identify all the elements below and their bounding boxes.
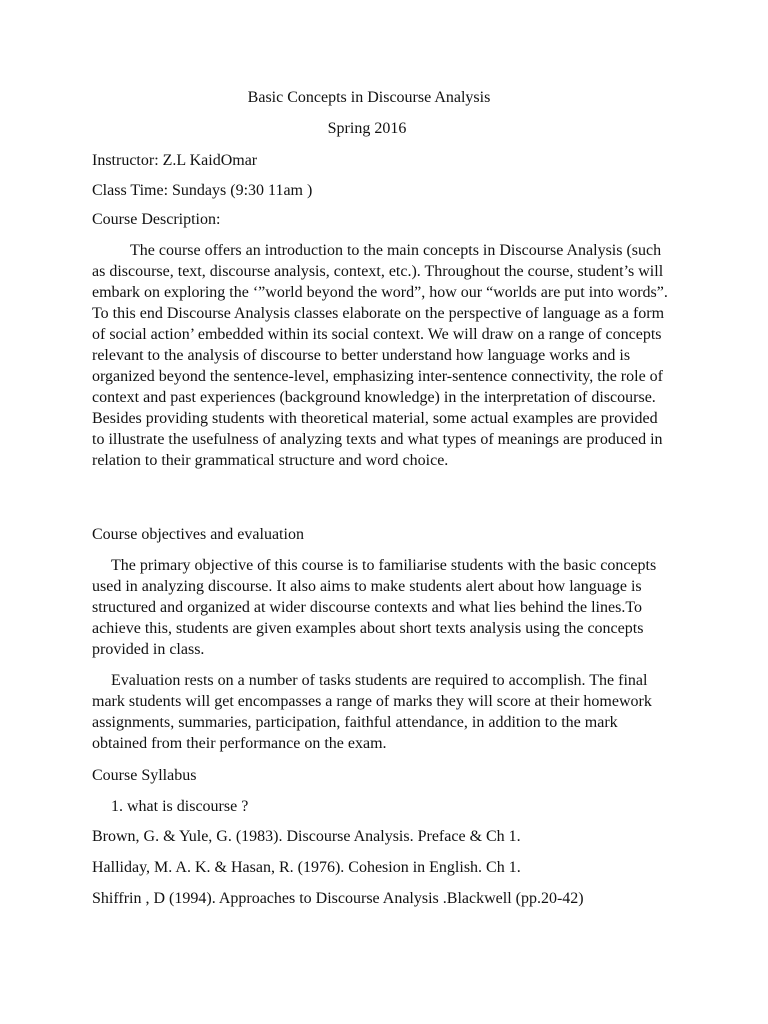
objectives-paragraph: The primary objective of this course is to familiarise students with the basic concepts used in analyzing discourse. It also aims to make students alert about how language is structured and organized at wider discourse contexts and what lies behind the lines.To achieve this, students are given examples about short texts analysis using the concepts provided in class. (92, 557, 657, 658)
reference-item: Shiffrin , D (1994). Approaches to Discourse Analysis .Blackwell (pp.20-42) (92, 890, 584, 907)
objectives-heading: Course objectives and evaluation (92, 526, 304, 543)
syllabus-heading: Course Syllabus (92, 767, 197, 784)
instructor-line: Instructor: Z.L KaidOmar (92, 152, 258, 169)
course-description-heading: Course Description: (92, 211, 221, 228)
reference-item: Brown, G. & Yule, G. (1983). Discourse Analysis. Preface & Ch 1. (92, 828, 521, 845)
document-term: Spring 2016 (327, 120, 407, 137)
course-description-paragraph: The course offers an introduction to the main concepts in Discourse Analysis (such as discourse, text, discourse analysis, context, etc.). Throughout the course, student’s will embark on exploring the ‘”world beyond the word”, how our “worlds are put into words”. To this end Discourse Analysis classes elaborate on the perspective of language as a form of social action’ embedded within its social context. We will draw on a range of concepts relevant to the analysis of discourse to better understand how language works and is organized beyond the sentence-level, emphasizing inter-sentence connectivity, the role of context and past experiences (background knowledge) in the interpretation of discourse. Besides providing students with theoretical material, some actual examples are provided to illustrate the usefulness of analyzing texts and what types of meanings are produced in relation to their grammatical structure and word choice. (92, 242, 668, 469)
reference-item: Halliday, M. A. K. & Hasan, R. (1976). Cohesion in English. Ch 1. (92, 859, 521, 876)
class-time-line: Class Time: Sundays (9:30 11am ) (92, 182, 313, 199)
document-title: Basic Concepts in Discourse Analysis (247, 89, 491, 106)
syllabus-item-1: 1. what is discourse ? (111, 798, 249, 815)
evaluation-paragraph: Evaluation rests on a number of tasks students are required to accomplish. The final mark students will get encompasses a range of marks they will score at their homework assignments, summaries, participation, faithful attendance, in addition to the mark obtained from their performance on the exam. (92, 672, 652, 752)
